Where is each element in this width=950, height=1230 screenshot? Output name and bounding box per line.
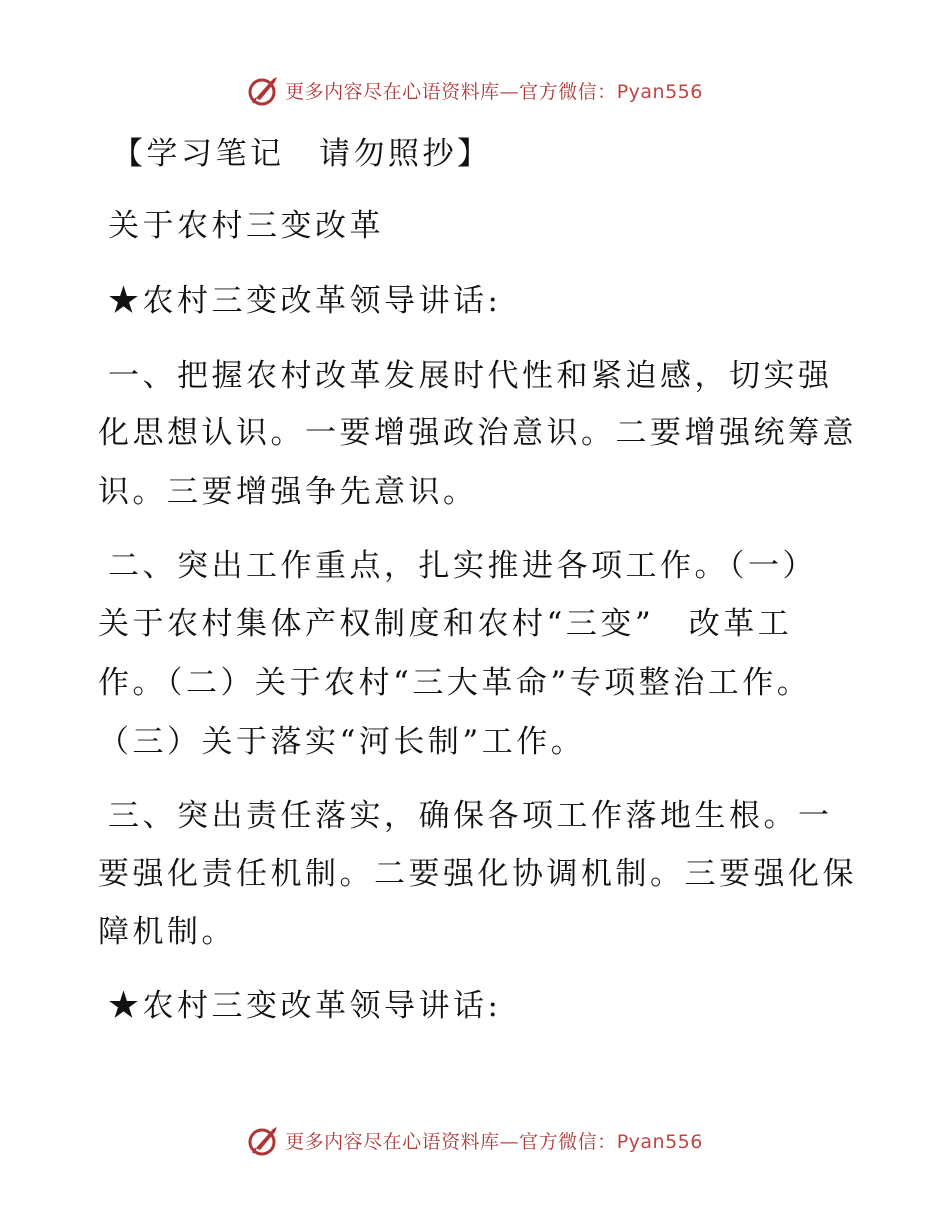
document-title: 关于农村三变改革 [108, 208, 384, 244]
paragraph-3-line-1: 三、突出责任落实，确保各项工作落地生根。一 [108, 798, 833, 834]
footer-site-name: 更多内容尽在心语资料库 [285, 1130, 500, 1153]
header-dash: — [499, 80, 520, 103]
paragraph-1-line-3: 识。三要增强争先意识。 [98, 474, 478, 510]
paragraph-2-line-4: （三）关于落实“河长制”工作。 [98, 724, 586, 760]
study-notes-notice: 【学习笔记 请勿照抄】 [112, 136, 492, 172]
header-site-name: 更多内容尽在心语资料库 [285, 80, 500, 103]
header-wechat-id: Pyan556 [616, 80, 703, 103]
header-watermark-banner [0, 70, 950, 110]
section-heading-1: ★农村三变改革领导讲话: [108, 283, 502, 319]
paragraph-2-line-1: 二、突出工作重点，扎实推进各项工作。（一） [108, 548, 817, 584]
paragraph-2-line-3: 作。（二）关于农村“三大革命”专项整治工作。 [98, 665, 812, 701]
paragraph-1-line-1: 一、把握农村改革发展时代性和紧迫感，切实强 [108, 358, 833, 394]
footer-watermark-text [285, 1127, 703, 1154]
footer-watermark-banner [0, 1120, 950, 1160]
footer-dash: — [499, 1130, 520, 1153]
paragraph-2-line-2: 关于农村集体产权制度和农村“三变” 改革工 [98, 606, 793, 642]
paragraph-3-line-2: 要强化责任机制。二要强化协调机制。三要强化保 [98, 856, 857, 892]
section-heading-2: ★农村三变改革领导讲话: [108, 988, 502, 1024]
header-watermark-text [285, 77, 703, 104]
paragraph-1-line-2: 化思想认识。一要增强政治意识。二要增强统筹意 [98, 415, 857, 451]
footer-wechat-label: 官方微信： [519, 1130, 617, 1153]
paragraph-3-line-3: 障机制。 [98, 914, 236, 950]
quill-logo-icon [247, 73, 281, 107]
quill-logo-icon [247, 1123, 281, 1157]
header-wechat-label: 官方微信： [519, 80, 617, 103]
footer-wechat-id: Pyan556 [616, 1130, 703, 1153]
